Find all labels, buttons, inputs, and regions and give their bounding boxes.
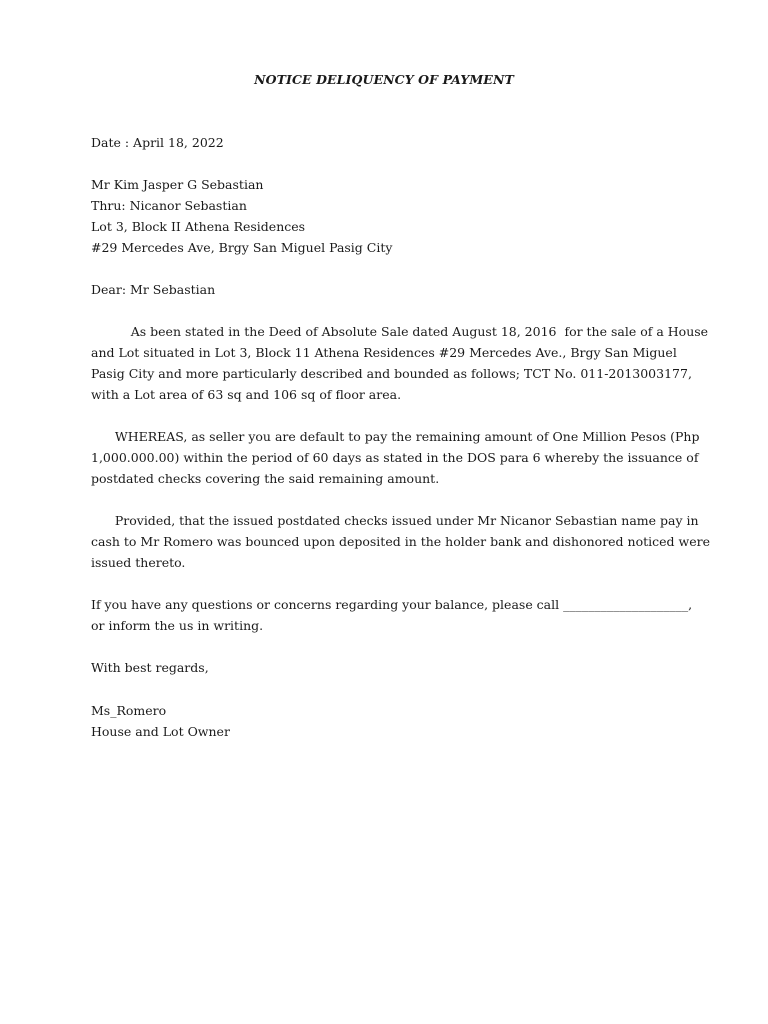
- paragraph-whereas: [91, 426, 700, 489]
- recipient-name: Mr Kim Jasper G Sebastian: [91, 177, 264, 192]
- date-line: Date : April 18, 2022: [91, 135, 224, 150]
- paragraph-contact: [91, 594, 691, 636]
- paragraph-deed-of-sale: [91, 321, 709, 405]
- recipient-thru: Thru: Nicanor Sebastian: [91, 198, 247, 213]
- document-title: NOTICE DELIQUENCY OF PAYMENT: [254, 72, 514, 87]
- paragraph-line: WHEREAS, as seller you are default to pay the remaining amount of One Million Pesos (Php: [91, 429, 700, 444]
- paragraph-line: with a Lot area of 63 sq and 106 sq of floor area.: [91, 387, 402, 402]
- closing: With best regards,: [91, 660, 209, 675]
- paragraph-line: issued thereto.: [91, 555, 186, 570]
- paragraph-line: or inform the us in writing.: [91, 618, 264, 633]
- paragraph-provided: [91, 510, 710, 573]
- recipient-address-line-1: Lot 3, Block II Athena Residences: [91, 219, 306, 234]
- recipient-address-line-2: #29 Mercedes Ave, Brgy San Miguel Pasig City: [91, 240, 393, 255]
- signature-name: Ms_Romero: [91, 703, 167, 718]
- paragraph-line: If you have any questions or concerns regarding your balance, please call ____________________,: [91, 597, 693, 612]
- salutation: Dear: Mr Sebastian: [91, 282, 216, 297]
- paragraph-line: Provided, that the issued postdated checks issued under Mr Nicanor Sebastian name pay in: [91, 513, 699, 528]
- paragraph-line: 1,000.000.00) within the period of 60 days as stated in the DOS para 6 whereby the issuance of: [91, 450, 699, 465]
- paragraph-line: postdated checks covering the said remaining amount.: [91, 471, 440, 486]
- paragraph-line: Pasig City and more particularly described and bounded as follows; TCT No. 011-2013003177,: [91, 366, 692, 381]
- paragraph-line: and Lot situated in Lot 3, Block 11 Athena Residences #29 Mercedes Ave., Brgy San Miguel: [91, 345, 677, 360]
- paragraph-line: As been stated in the Deed of Absolute Sale dated August 18, 2016 for the sale of a House: [91, 324, 709, 339]
- signature-title: House and Lot Owner: [91, 724, 230, 739]
- paragraph-line: cash to Mr Romero was bounced upon deposited in the holder bank and dishonored noticed were: [91, 534, 710, 549]
